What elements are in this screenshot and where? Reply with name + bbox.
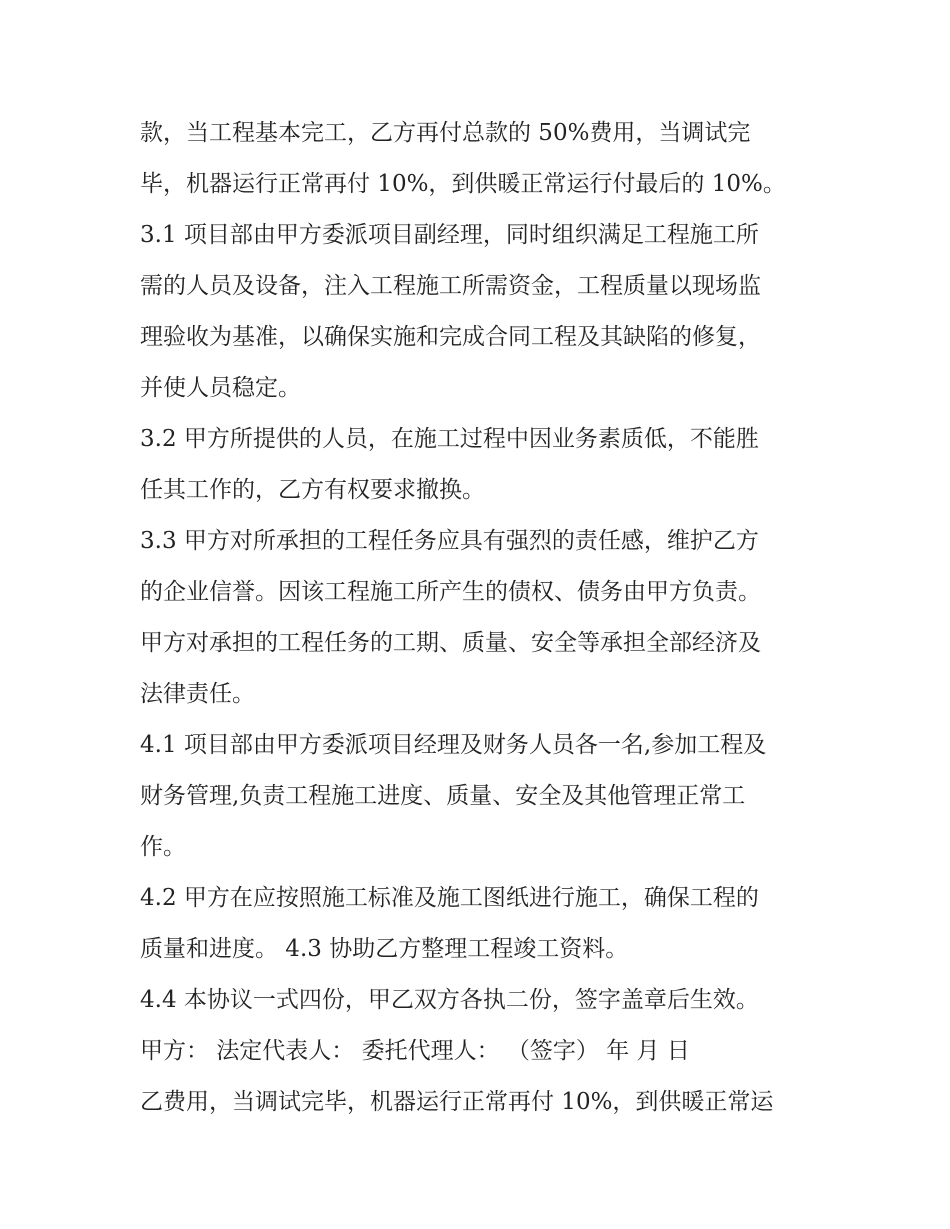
text-line: 需的人员及设备，注入工程施工所需资金，工程质量以现场监	[140, 273, 761, 299]
text-line: 任其工作的，乙方有权要求撤换。	[140, 477, 485, 503]
signature-line: 甲方： 法定代表人： 委托代理人： （签字） 年 月 日	[140, 1038, 690, 1064]
text-line: 质量和进度。 4.3 协助乙方整理工程竣工资料。	[140, 936, 629, 962]
text-line: 法律责任。	[140, 681, 255, 707]
text-line: 的企业信誉。因该工程施工所产生的债权、债务由甲方负责。	[140, 579, 761, 605]
text-line: 毕，机器运行正常再付 10%，到供暖正常运行付最后的 10%。	[140, 171, 786, 197]
text-line: 3.2 甲方所提供的人员，在施工过程中因业务素质低，不能胜	[140, 426, 759, 452]
text-line: 3.3 甲方对所承担的工程任务应具有强烈的责任感，维护乙方	[140, 528, 759, 554]
text-line: 并使人员稳定。	[140, 375, 301, 401]
document-body	[140, 108, 830, 1128]
text-line: 甲方对承担的工程任务的工期、质量、安全等承担全部经济及	[140, 630, 761, 656]
text-line: 4.1 项目部由甲方委派项目经理及财务人员各一名,参加工程及	[140, 732, 767, 758]
text-line: 3.1 项目部由甲方委派项目副经理，同时组织满足工程施工所	[140, 222, 759, 248]
text-line: 财务管理,负责工程施工进度、质量、安全及其他管理正常工	[140, 783, 746, 809]
text-line: 4.4 本协议一式四份，甲乙双方各执二份，签字盖章后生效。	[140, 987, 759, 1013]
text-line: 乙费用，当调试完毕，机器运行正常再付 10%，到供暖正常运	[140, 1089, 774, 1115]
text-line: 理验收为基准，以确保实施和完成合同工程及其缺陷的修复，	[140, 324, 761, 350]
text-line: 款，当工程基本完工，乙方再付总款的 50%费用，当调试完	[140, 120, 751, 146]
text-line: 4.2 甲方在应按照施工标准及施工图纸进行施工，确保工程的	[140, 885, 759, 911]
text-line: 作。	[140, 834, 186, 860]
